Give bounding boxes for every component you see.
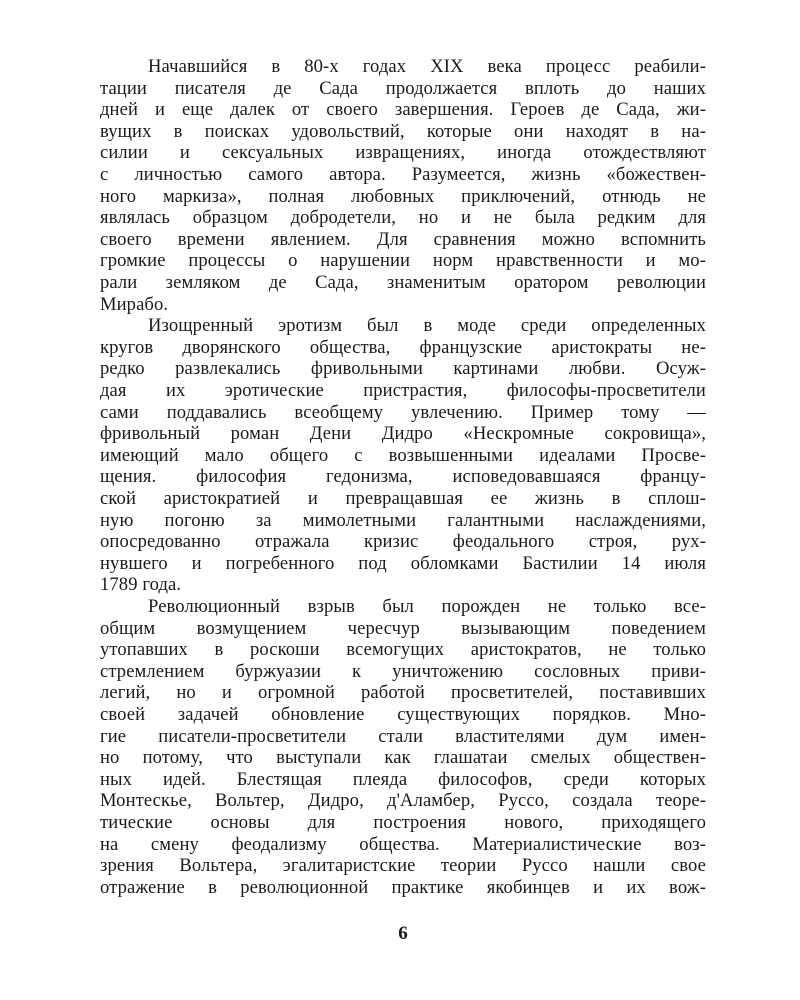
text-line: своей задачей обновление существующих порядков. Мно- — [100, 704, 706, 725]
text-line: 1789 года. — [100, 574, 182, 596]
page-number: 6 — [398, 923, 408, 945]
text-line: тические основы для построения нового, приходящего — [100, 812, 706, 833]
text-line: ную погоню за мимолетными галантными наслаждениями, — [100, 509, 706, 531]
text-line: тации писателя де Сада продолжается вплоть до наших — [100, 77, 706, 99]
text-line: зрения Вольтера, эгалитаристские теории Руссо нашли свое — [100, 855, 706, 877]
text-line: кругов дворянского общества, французские аристократы не- — [100, 336, 706, 358]
text-line: являлась образцом добродетели, но и не была редким для — [100, 207, 706, 229]
text-line: гие писатели-просветители стали властителями дум имен- — [100, 725, 706, 747]
text-line: ного маркиза», полная любовных приключений, отнюдь не — [100, 185, 706, 207]
text-line: редко развлекались фривольными картинами любви. Осуж- — [100, 358, 706, 380]
text-line: Начавшийся в 80-х годах XIX века процесс реабили- — [148, 56, 706, 77]
text-line: рали земляком де Сада, знаменитым оратором революции — [100, 272, 706, 293]
text-line: Изощренный эротизм был в моде среди определенных — [148, 315, 706, 337]
text-line: силии и сексуальных извращениях, иногда отождествляют — [100, 142, 706, 164]
text-line: ской аристократией и превращавшая ее жизнь в сплош- — [100, 488, 706, 509]
text-line: ных идей. Блестящая плеяда философов, среди которых — [100, 768, 706, 790]
text-line: на смену феодализму общества. Материалистические воз- — [100, 833, 706, 855]
text-line: утопавших в роскоши всемогущих аристократов, не только — [100, 639, 706, 661]
text-line: щения. философия гедонизма, исповедовавшаяся францу- — [100, 466, 706, 488]
text-line: отражение в революционной практике якобинцев и их вож- — [100, 876, 706, 898]
text-line: стремлением буржуазии к уничтожению сословных приви- — [100, 660, 706, 682]
text-line: Революционный взрыв был порожден не только все- — [148, 596, 706, 617]
text-line: с личностью самого автора. Разумеется, жизнь «божествен- — [100, 164, 706, 185]
text-line: имеющий мало общего с возвышенными идеалами Просве- — [100, 444, 706, 466]
text-line: Монтескье, Вольтер, Дидро, д'Аламбер, Руссо, создала теоре- — [100, 790, 706, 812]
text-line: нувшего и погребенного под обломками Бастилии 14 июля — [100, 552, 706, 574]
text-line: дая их эротические пристрастия, философы-просветители — [100, 380, 706, 401]
text-line: дней и еще далек от своего завершения. Героев де Сада, жи- — [100, 99, 706, 121]
text-line: но потому, что выступали как глашатаи смелых обществен- — [100, 747, 706, 769]
text-line: громкие процессы о нарушении норм нравственности и мо- — [100, 250, 706, 272]
text-line: вущих в поисках удовольствий, которые они находят в на- — [100, 120, 706, 142]
text-line: своего времени явлением. Для сравнения можно вспомнить — [100, 228, 706, 250]
text-line: опосредованно отражала кризис феодального строя, рух- — [100, 531, 706, 553]
text-line: общим возмущением чересчур вызывающим поведением — [100, 617, 706, 639]
text-line: сами поддавались всеобщему увлечению. Пример тому — — [100, 401, 706, 423]
book-page — [100, 56, 706, 986]
text-line: фривольный роман Дени Дидро «Нескромные сокровища», — [100, 423, 706, 445]
text-line: легий, но и огромной работой просветителей, поставивших — [100, 682, 706, 704]
text-line: Мирабо. — [100, 293, 169, 315]
